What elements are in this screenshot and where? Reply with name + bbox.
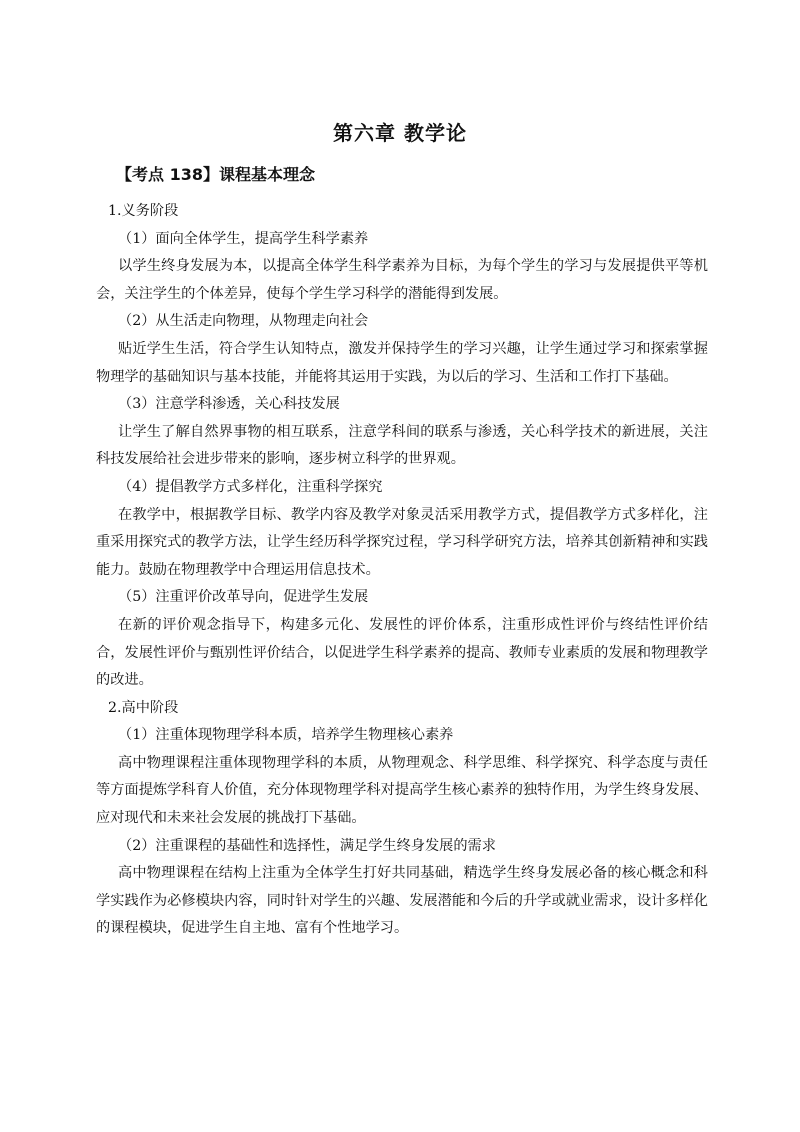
item-paragraph: 在教学中，根据教学目标、教学内容及教学对象灵活采用教学方式，提倡教学方式多样化，注重采用探究式的教学方法，让学生经历科学探究过程，学习科学研究方法，培养其创新精神和实践能力。鼓励在物理教学中合理运用信息技术。 xyxy=(96,506,708,578)
item-heading: （2）注重课程的基础性和选择性，满足学生终身发展的需求 xyxy=(118,837,496,854)
stage-title-high-school: 2.高中阶段 xyxy=(108,699,179,716)
section-heading: 【考点 138】课程基本理念 xyxy=(116,165,315,184)
item-heading: （3）注意学科渗透，关心科技发展 xyxy=(118,396,340,413)
item-paragraph: 让学生了解自然界事物的相互联系，注意学科间的联系与渗透，关心科学技术的新进展，关注科技发展给社会进步带来的影响，逐步树立科学的世界观。 xyxy=(96,423,708,468)
item-heading: （1）面向全体学生，提高学生科学素养 xyxy=(118,230,369,247)
document-body xyxy=(96,198,708,943)
item-heading: （2）从生活走向物理，从物理走向社会 xyxy=(118,313,369,330)
chapter-title: 第六章 教学论 xyxy=(333,121,467,145)
stage-title-compulsory: 1.义务阶段 xyxy=(108,203,179,219)
item-paragraph: 以学生终身发展为本，以提高全体学生科学素养为目标，为每个学生的学习与发展提供平等机会，关注学生的个体差异，使每个学生学习科学的潜能得到发展。 xyxy=(96,258,708,302)
item-heading: （4）提倡教学方式多样化，注重科学探究 xyxy=(118,478,383,495)
item-paragraph: 高中物理课程注重体现物理学科的本质，从物理观念、科学思维、科学探究、科学态度与责任等方面提炼学科育人价值，充分体现物理学科对提高学生核心素养的独特作用，为学生终身发展、应对现代和未来社会发展的挑战打下基础。 xyxy=(96,754,708,827)
item-heading: （5）注重评价改革导向，促进学生发展 xyxy=(118,589,369,606)
item-heading: （1）注重体现物理学科本质，培养学生物理核心素养 xyxy=(118,727,454,744)
item-paragraph: 高中物理课程在结构上注重为全体学生打好共同基础，精选学生终身发展必备的核心概念和科学实践作为必修模块内容，同时针对学生的兴趣、发展潜能和今后的升学或就业需求，设计多样化的课程模块，促进学生自主地、富有个性地学习。 xyxy=(96,865,708,937)
item-paragraph: 在新的评价观念指导下，构建多元化、发展性的评价体系，注重形成性评价与终结性评价结合，发展性评价与甄别性评价结合，以促进学生科学素养的提高、教师专业素质的发展和物理教学的改进。 xyxy=(96,616,708,689)
item-paragraph: 贴近学生生活，符合学生认知特点，激发并保持学生的学习兴趣，让学生通过学习和探索掌握物理学的基础知识与基本技能，并能将其运用于实践，为以后的学习、生活和工作打下基础。 xyxy=(96,340,708,385)
